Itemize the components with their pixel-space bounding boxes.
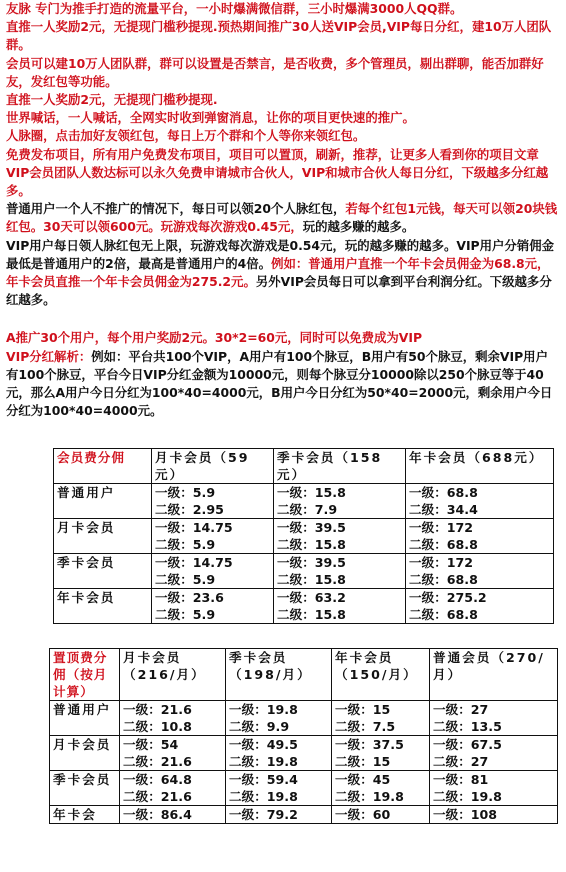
level-2: 二级：68.8: [409, 572, 478, 587]
header-cell: 季卡会员（198/月）: [226, 649, 332, 701]
level-1: 一级：49.5: [229, 737, 298, 752]
table-cell: [430, 736, 558, 771]
level-2: 二级：5.9: [155, 537, 216, 552]
level-2: 二级：34.4: [409, 502, 478, 517]
level-2: 二级：27: [433, 754, 489, 769]
table-row: [50, 806, 558, 824]
level-1: 一级：39.5: [277, 520, 346, 535]
header-cell: 季卡会员（158元）: [274, 449, 406, 484]
header-cell: 月卡会员（216/月）: [120, 649, 226, 701]
table-cell: [226, 806, 332, 824]
level-1: 一级：60: [335, 807, 391, 822]
table-row: [50, 701, 558, 736]
intro-p8-a: 普通用户一个人不推广的情况下，每日可以领20个人脉红包，: [6, 201, 346, 217]
level-1: 一级：172: [409, 555, 474, 570]
level-1: 一级：63.2: [277, 590, 346, 605]
row-label: 年卡会员: [54, 589, 152, 624]
table-cell: [332, 701, 430, 736]
level-1: 一级：21.6: [123, 702, 192, 717]
table-header-row: [54, 449, 554, 484]
row-label: 普通用户: [50, 701, 120, 736]
level-1: 一级：172: [409, 520, 474, 535]
intro-p7: 免费发布项目，所有用户免费发布项目，项目可以置顶，刷新，推荐，让更多人看到你的项目文章VIP会员团队人数达标可以永久免费申请城市合伙人，VIP和城市合伙人每日分红，下级越多分红越多。: [6, 146, 549, 199]
intro-p3: 会员可以建10万人团队群，群可以设置是否禁言，是否收费，多个管理员，剔出群聊，能否加群好友，发红包等功能。: [6, 55, 544, 89]
watermark-overlay: [245, 846, 561, 872]
table-cell: [120, 771, 226, 806]
level-2: 二级：2.95: [155, 502, 224, 517]
level-2: 二级：19.8: [229, 789, 298, 804]
level-1: 一级：14.75: [155, 555, 233, 570]
level-2: 二级：21.6: [123, 754, 192, 769]
level-2: 二级：19.8: [229, 754, 298, 769]
row-label: 季卡会员: [54, 554, 152, 589]
level-1: 一级：45: [335, 772, 391, 787]
intro-p9-c: 另外VIP会员每日可以拿到平台利润分红。下级越多分红越多。: [6, 274, 552, 308]
intro-p9-a: VIP用户每日领人脉红包无上限，玩游戏每次游戏是0.54元，玩的越多赚的越多。VIP用户分销佣金最低是普通用户的2倍，最高是普通用户的4倍。: [6, 237, 554, 271]
intro-p4: 直推一人奖励2元，无提现门槛秒提现.: [6, 92, 218, 108]
table-cell: [120, 701, 226, 736]
level-1: 一级：15: [335, 702, 391, 717]
table-cell: [430, 806, 558, 824]
table-cell: [120, 736, 226, 771]
intro-p11-a: VIP分红解析：: [6, 348, 92, 364]
level-1: 一级：64.8: [123, 772, 192, 787]
level-2: 二级：10.8: [123, 719, 192, 734]
level-1: 一级：19.8: [229, 702, 298, 717]
table-cell: [332, 771, 430, 806]
level-1: 一级：23.6: [155, 590, 224, 605]
level-2: 二级：9.9: [229, 719, 290, 734]
table-cell: [226, 771, 332, 806]
table-cell: [274, 484, 406, 519]
intro-p10: A推广30个用户，每个用户奖励2元。30*2=60元，同时可以免费成为VIP: [6, 330, 423, 346]
table-row: [50, 771, 558, 806]
level-2: 二级：68.8: [409, 607, 478, 622]
level-2: 二级：15.8: [277, 607, 346, 622]
intro-p1: [6, 0, 558, 18]
row-label: 年卡会: [50, 806, 120, 824]
intro-p8-c: 玩的越多赚的越多。: [302, 219, 415, 235]
level-2: 二级：15.8: [277, 572, 346, 587]
header-cell: 月卡会员（59元）: [152, 449, 274, 484]
level-2: 二级：13.5: [433, 719, 502, 734]
level-2: 二级：68.8: [409, 537, 478, 552]
table-cell: [120, 806, 226, 824]
table-row: [54, 554, 554, 589]
table-cell: [152, 589, 274, 624]
table-cell: [406, 554, 554, 589]
header-cell: 年卡会员（150/月）: [332, 649, 430, 701]
level-2: 二级：15.8: [277, 537, 346, 552]
intro-p9: [6, 237, 558, 310]
level-1: 一级：27: [433, 702, 489, 717]
table-row: [54, 519, 554, 554]
level-1: 一级：275.2: [409, 590, 487, 605]
table-cell: [406, 589, 554, 624]
row-label: 月卡会员: [54, 519, 152, 554]
table-cell: [332, 806, 430, 824]
pin-fee-commission-table: [49, 648, 558, 824]
membership-commission-table: [53, 448, 554, 624]
row-label: 普通用户: [54, 484, 152, 519]
table-cell: [226, 736, 332, 771]
level-1: 一级：15.8: [277, 485, 346, 500]
level-1: 一级：68.8: [409, 485, 478, 500]
level-2: 二级：5.9: [155, 572, 216, 587]
table-cell: [152, 554, 274, 589]
intro-p1-text: 专门为推手打造的流量平台，一小时爆满微信群，三小时爆满3000人QQ群。: [30, 1, 463, 16]
level-1: 一级：14.75: [155, 520, 233, 535]
table-header-row: [50, 649, 558, 701]
intro-p2: 直推一人奖励2元，无提现门槛秒提现.预热期间推广30人送VIP会员,VIP每日分红，建10万人团队群。: [6, 19, 552, 53]
level-1: 一级：67.5: [433, 737, 502, 752]
intro-p6: 人脉圈，点击加好友领红包，每日上万个群和个人等你来领红包。: [6, 128, 366, 144]
header-cell: 年卡会员（688元）: [406, 449, 554, 484]
table-cell: [226, 701, 332, 736]
table-cell: [406, 519, 554, 554]
level-1: 一级：86.4: [123, 807, 192, 822]
table-cell: [274, 554, 406, 589]
table-row: [50, 736, 558, 771]
table-cell: [152, 484, 274, 519]
level-1: 一级：5.9: [155, 485, 216, 500]
table-cell: [274, 589, 406, 624]
level-2: 二级：7.9: [277, 502, 338, 517]
level-2: 二级：7.5: [335, 719, 396, 734]
level-2: 二级：19.8: [433, 789, 502, 804]
intro-p5: 世界喊话，一人喊话，全网实时收到弹窗消息，让你的项目更快速的推广。: [6, 110, 415, 126]
table-cell: [430, 701, 558, 736]
level-1: 一级：39.5: [277, 555, 346, 570]
table-cell: [274, 519, 406, 554]
row-label: 季卡会员: [50, 771, 120, 806]
level-1: 一级：79.2: [229, 807, 298, 822]
table-cell: [332, 736, 430, 771]
header-cell: 普通会员（270/月）: [430, 649, 558, 701]
brand-name: 友脉: [6, 1, 31, 16]
intro-p8-b: 若每个红包1元钱，每天可以领20块钱红包。30天可以领600元。玩游戏每次游戏0.45元，: [6, 201, 558, 235]
table-cell: [406, 484, 554, 519]
header-cell: 置顶费分佣（按月计算）: [50, 649, 120, 701]
level-2: 二级：19.8: [335, 789, 404, 804]
level-1: 一级：81: [433, 772, 489, 787]
intro-p8: [6, 200, 558, 236]
table-row: [54, 484, 554, 519]
table-cell: [152, 519, 274, 554]
intro-p11-b: 例如：平台共100个VIP，A用户有100个脉豆，B用户有50个脉豆，剩余VIP用户有100个脉豆，平台今日VIP分红金额为10000元，则每个脉豆分10000除以250个脉豆等于40元，那么A用户今日分红为100*40=4000元，B用户今日分红为50*40=2000元，剩余用户今日分红为100*40=4000元。: [6, 348, 553, 419]
intro-p9-b: 例如：普通用户直推一个年卡会员佣金为68.8元，年卡会员直推一个年卡会员佣金为275.2元。: [6, 255, 550, 290]
intro-p11: [6, 348, 558, 421]
level-2: 二级：15: [335, 754, 391, 769]
level-1: 一级：59.4: [229, 772, 298, 787]
level-1: 一级：54: [123, 737, 179, 752]
header-cell: 会员费分佣: [54, 449, 152, 484]
intro-text: [6, 0, 558, 420]
table-row: [54, 589, 554, 624]
level-2: 二级：5.9: [155, 607, 216, 622]
row-label: 月卡会员: [50, 736, 120, 771]
table-cell: [430, 771, 558, 806]
level-2: 二级：21.6: [123, 789, 192, 804]
level-1: 一级：108: [433, 807, 498, 822]
level-1: 一级：37.5: [335, 737, 404, 752]
